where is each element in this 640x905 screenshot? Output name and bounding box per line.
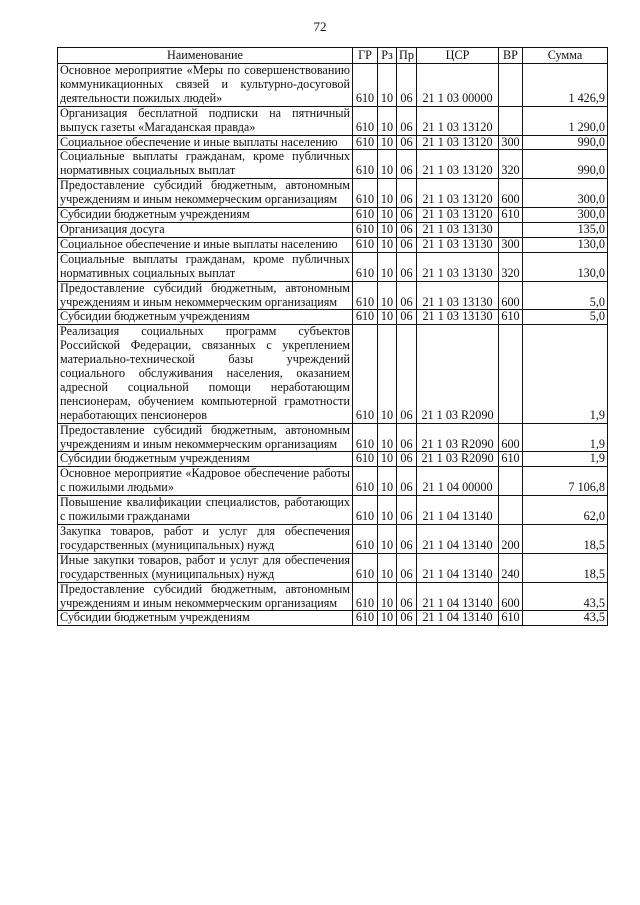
header-sum: Сумма <box>523 48 608 64</box>
header-rz: Рз <box>378 48 397 64</box>
cell-pr: 06 <box>397 281 417 310</box>
cell-name: Социальное обеспечение и иные выплаты населению <box>58 135 353 150</box>
cell-rz: 10 <box>378 222 397 237</box>
cell-sum: 130,0 <box>523 252 608 281</box>
cell-sum: 130,0 <box>523 237 608 252</box>
cell-gr: 610 <box>353 150 378 179</box>
cell-vr: 200 <box>499 525 523 554</box>
cell-gr: 610 <box>353 237 378 252</box>
cell-rz: 10 <box>378 64 397 107</box>
cell-pr: 06 <box>397 467 417 496</box>
cell-vr: 600 <box>499 281 523 310</box>
header-name: Наименование <box>58 48 353 64</box>
cell-gr: 610 <box>353 310 378 325</box>
cell-csr: 21 1 03 00000 <box>417 64 499 107</box>
cell-name: Организация бесплатной подписки на пятничный выпуск газеты «Магаданская правда» <box>58 106 353 135</box>
cell-rz: 10 <box>378 281 397 310</box>
cell-name: Социальное обеспечение и иные выплаты населению <box>58 237 353 252</box>
cell-vr: 610 <box>499 452 523 467</box>
cell-gr: 610 <box>353 222 378 237</box>
table-header-row <box>58 48 608 64</box>
cell-csr: 21 1 03 13130 <box>417 310 499 325</box>
cell-csr: 21 1 03 13120 <box>417 135 499 150</box>
cell-csr: 21 1 04 13140 <box>417 525 499 554</box>
header-gr: ГР <box>353 48 378 64</box>
cell-csr: 21 1 03 R2090 <box>417 423 499 452</box>
cell-sum: 5,0 <box>523 281 608 310</box>
cell-rz: 10 <box>378 106 397 135</box>
cell-name: Субсидии бюджетным учреждениям <box>58 611 353 626</box>
cell-rz: 10 <box>378 252 397 281</box>
cell-gr: 610 <box>353 553 378 582</box>
cell-sum: 43,5 <box>523 611 608 626</box>
cell-rz: 10 <box>378 325 397 423</box>
cell-vr <box>499 325 523 423</box>
cell-rz: 10 <box>378 467 397 496</box>
cell-csr: 21 1 03 13120 <box>417 106 499 135</box>
cell-vr: 240 <box>499 553 523 582</box>
cell-name: Организация досуга <box>58 222 353 237</box>
cell-pr: 06 <box>397 452 417 467</box>
cell-sum: 18,5 <box>523 525 608 554</box>
cell-csr: 21 1 04 13140 <box>417 553 499 582</box>
header-pr: Пр <box>397 48 417 64</box>
cell-vr: 320 <box>499 150 523 179</box>
cell-csr: 21 1 03 13130 <box>417 222 499 237</box>
cell-vr <box>499 106 523 135</box>
cell-pr: 06 <box>397 64 417 107</box>
cell-sum: 1,9 <box>523 325 608 423</box>
cell-pr: 06 <box>397 208 417 223</box>
cell-vr: 300 <box>499 135 523 150</box>
table-row <box>58 252 608 281</box>
cell-name: Иные закупки товаров, работ и услуг для обеспечения государственных (муниципальных) нужд <box>58 553 353 582</box>
cell-name: Повышение квалификации специалистов, работающих с пожилыми гражданами <box>58 496 353 525</box>
cell-gr: 610 <box>353 467 378 496</box>
cell-pr: 06 <box>397 150 417 179</box>
table-row <box>58 222 608 237</box>
table-row <box>58 64 608 107</box>
table-body <box>58 64 608 626</box>
cell-sum: 300,0 <box>523 208 608 223</box>
table-row <box>58 452 608 467</box>
cell-pr: 06 <box>397 310 417 325</box>
cell-name: Предоставление субсидий бюджетным, автономным учреждениям и иным некоммерческим организациям <box>58 179 353 208</box>
cell-name: Основное мероприятие «Меры по совершенствованию коммуникационных связей и культурно-досуговой деятельности пожилых людей» <box>58 64 353 107</box>
cell-sum: 5,0 <box>523 310 608 325</box>
table-row <box>58 525 608 554</box>
table-row <box>58 208 608 223</box>
table-row <box>58 325 608 423</box>
cell-pr: 06 <box>397 611 417 626</box>
header-vr: ВР <box>499 48 523 64</box>
cell-gr: 610 <box>353 611 378 626</box>
cell-sum: 300,0 <box>523 179 608 208</box>
cell-rz: 10 <box>378 452 397 467</box>
table-row <box>58 237 608 252</box>
table-row <box>58 611 608 626</box>
cell-rz: 10 <box>378 208 397 223</box>
cell-sum: 1 290,0 <box>523 106 608 135</box>
cell-rz: 10 <box>378 496 397 525</box>
cell-sum: 1,9 <box>523 423 608 452</box>
cell-csr: 21 1 03 R2090 <box>417 325 499 423</box>
cell-csr: 21 1 04 13140 <box>417 582 499 611</box>
cell-vr: 300 <box>499 237 523 252</box>
cell-sum: 18,5 <box>523 553 608 582</box>
cell-sum: 1,9 <box>523 452 608 467</box>
cell-rz: 10 <box>378 582 397 611</box>
cell-csr: 21 1 04 13140 <box>417 611 499 626</box>
cell-gr: 610 <box>353 135 378 150</box>
table-row <box>58 582 608 611</box>
table-row <box>58 423 608 452</box>
table-row <box>58 135 608 150</box>
cell-csr: 21 1 03 13130 <box>417 252 499 281</box>
cell-csr: 21 1 03 13120 <box>417 179 499 208</box>
cell-sum: 990,0 <box>523 135 608 150</box>
cell-pr: 06 <box>397 525 417 554</box>
cell-vr: 610 <box>499 310 523 325</box>
cell-name: Субсидии бюджетным учреждениям <box>58 452 353 467</box>
cell-pr: 06 <box>397 222 417 237</box>
cell-csr: 21 1 04 13140 <box>417 496 499 525</box>
cell-rz: 10 <box>378 525 397 554</box>
cell-csr: 21 1 03 13130 <box>417 281 499 310</box>
cell-pr: 06 <box>397 553 417 582</box>
cell-vr <box>499 64 523 107</box>
cell-pr: 06 <box>397 252 417 281</box>
cell-vr: 610 <box>499 611 523 626</box>
cell-pr: 06 <box>397 582 417 611</box>
cell-sum: 135,0 <box>523 222 608 237</box>
cell-csr: 21 1 03 13130 <box>417 237 499 252</box>
cell-name: Предоставление субсидий бюджетным, автономным учреждениям и иным некоммерческим организациям <box>58 582 353 611</box>
cell-gr: 610 <box>353 582 378 611</box>
table-row <box>58 106 608 135</box>
cell-rz: 10 <box>378 237 397 252</box>
header-csr: ЦСР <box>417 48 499 64</box>
cell-rz: 10 <box>378 179 397 208</box>
cell-vr: 600 <box>499 582 523 611</box>
cell-sum: 43,5 <box>523 582 608 611</box>
cell-name: Предоставление субсидий бюджетным, автономным учреждениям и иным некоммерческим организациям <box>58 281 353 310</box>
cell-rz: 10 <box>378 150 397 179</box>
cell-rz: 10 <box>378 553 397 582</box>
cell-vr: 610 <box>499 208 523 223</box>
cell-name: Закупка товаров, работ и услуг для обеспечения государственных (муниципальных) нужд <box>58 525 353 554</box>
cell-name: Субсидии бюджетным учреждениям <box>58 310 353 325</box>
cell-name: Социальные выплаты гражданам, кроме публичных нормативных социальных выплат <box>58 150 353 179</box>
cell-sum: 62,0 <box>523 496 608 525</box>
cell-rz: 10 <box>378 135 397 150</box>
cell-vr: 320 <box>499 252 523 281</box>
cell-gr: 610 <box>353 525 378 554</box>
cell-sum: 1 426,9 <box>523 64 608 107</box>
page-number: 72 <box>313 19 327 34</box>
table-row <box>58 496 608 525</box>
cell-gr: 610 <box>353 452 378 467</box>
cell-sum: 7 106,8 <box>523 467 608 496</box>
cell-gr: 610 <box>353 281 378 310</box>
cell-gr: 610 <box>353 64 378 107</box>
cell-pr: 06 <box>397 325 417 423</box>
cell-name: Субсидии бюджетным учреждениям <box>58 208 353 223</box>
cell-pr: 06 <box>397 106 417 135</box>
cell-name: Предоставление субсидий бюджетным, автономным учреждениям и иным некоммерческим организациям <box>58 423 353 452</box>
cell-rz: 10 <box>378 611 397 626</box>
table-row <box>58 553 608 582</box>
cell-gr: 610 <box>353 208 378 223</box>
table-row <box>58 310 608 325</box>
cell-vr <box>499 496 523 525</box>
cell-rz: 10 <box>378 423 397 452</box>
table-row <box>58 179 608 208</box>
cell-gr: 610 <box>353 496 378 525</box>
cell-vr <box>499 222 523 237</box>
table-row <box>58 281 608 310</box>
cell-name: Социальные выплаты гражданам, кроме публичных нормативных социальных выплат <box>58 252 353 281</box>
cell-csr: 21 1 03 13120 <box>417 150 499 179</box>
cell-pr: 06 <box>397 496 417 525</box>
cell-csr: 21 1 03 13120 <box>417 208 499 223</box>
cell-gr: 610 <box>353 179 378 208</box>
cell-pr: 06 <box>397 423 417 452</box>
cell-gr: 610 <box>353 423 378 452</box>
cell-vr <box>499 467 523 496</box>
cell-gr: 610 <box>353 106 378 135</box>
cell-pr: 06 <box>397 135 417 150</box>
cell-vr: 600 <box>499 423 523 452</box>
cell-name: Реализация социальных программ субъектов Российской Федерации, связанных с укреплением материально-технической базы учреждений социального обслуживания населения, оказанием адресной социальной помощи неработающим пенсионерам, обучением компьютерной грамотности неработающих пенсионеров <box>58 325 353 423</box>
cell-sum: 990,0 <box>523 150 608 179</box>
cell-rz: 10 <box>378 310 397 325</box>
cell-csr: 21 1 04 00000 <box>417 467 499 496</box>
table-row <box>58 467 608 496</box>
cell-name: Основное мероприятие «Кадровое обеспечение работы с пожилыми людьми» <box>58 467 353 496</box>
cell-gr: 610 <box>353 252 378 281</box>
cell-vr: 600 <box>499 179 523 208</box>
table-row <box>58 150 608 179</box>
budget-table <box>57 47 608 626</box>
cell-pr: 06 <box>397 237 417 252</box>
cell-pr: 06 <box>397 179 417 208</box>
cell-csr: 21 1 03 R2090 <box>417 452 499 467</box>
cell-gr: 610 <box>353 325 378 423</box>
